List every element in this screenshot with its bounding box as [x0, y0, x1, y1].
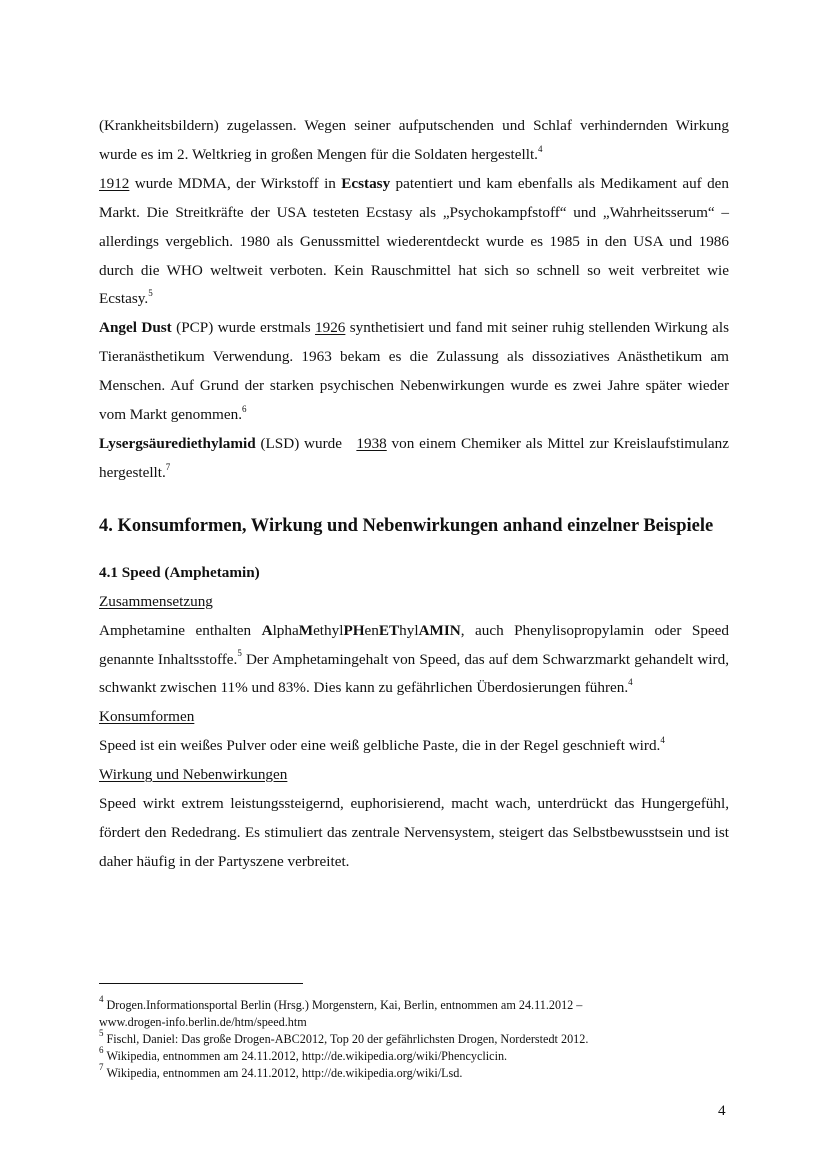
paragraph-wirkung: Speed wirkt extrem leistungssteigernd, euphorisierend, macht wach, unterdrückt das Hungergefühl, fördert den Rededrang. Es stimuliert das zentrale Nervensystem, steigert das Selbstbewusstsein und ist daher häufig in der Partyszene verbreitet. [99, 795, 729, 870]
footnote-6 [99, 1044, 729, 1065]
footnote-number: 6 [99, 1044, 104, 1055]
footnote-ref: 5 [237, 648, 242, 659]
text-run: synthetisiert und fand mit seiner ruhig stellenden Wirkung als Tieranästhetikum Verwendung. 1963 bekam es die Zulassung als dissoziatives Anästhetikum am Menschen. Auf Grund der starken psychischen Nebenwirkungen wurde es zwei Jahre später wieder vom Markt genommen. [99, 319, 729, 424]
subheading-text: Wirkung und Nebenwirkungen [99, 766, 288, 784]
year-1938: 1938 [356, 434, 387, 452]
acronym-part: A [261, 621, 273, 639]
footnote-text: www.drogen-info.berlin.de/htm/speed.htm [99, 1015, 307, 1029]
text-run: (PCP) wurde erstmals [171, 319, 315, 337]
text-run: Amphetamine enthalten [99, 621, 262, 639]
term-angel-dust: Angel Dust [99, 319, 172, 337]
footnote-number: 5 [99, 1027, 104, 1038]
paragraph-stimulant-history [99, 112, 729, 170]
text-run: von einem Chemiker als Mittel zur Kreislaufstimulanz hergestellt. [99, 434, 729, 481]
footnote-text: Drogen.Informationsportal Berlin (Hrsg.) Morgenstern, Kai, Berlin, entnommen am 24.11.2012 – [106, 998, 583, 1012]
footnote-ref: 7 [165, 461, 171, 472]
paragraph-text: (Krankheitsbildern) zugelassen. Wegen seiner aufputschenden und Schlaf verhindernden Wirkung wurde es im 2. Weltkrieg in großen Mengen für die Soldaten hergestellt. [99, 117, 729, 163]
acronym-part: en [364, 621, 379, 639]
term-lsd: Lysergsäurediethylamid [99, 434, 256, 452]
footnote-text: Wikipedia, entnommen am 24.11.2012, http://de.wikipedia.org/wiki/Lsd. [106, 1066, 463, 1080]
footnote-ref: 4 [628, 677, 633, 688]
footnote-number: 4 [99, 993, 104, 1004]
subheading-text: Zusammensetzung [99, 592, 213, 610]
subheading-text: Konsumformen [99, 708, 195, 726]
text-run: (LSD) wurde [255, 434, 347, 452]
page-number: 4 [718, 1102, 726, 1119]
year-1912: 1912 [99, 174, 130, 192]
term-ecstasy: Ecstasy [341, 174, 391, 192]
subheading-zusammensetzung [99, 588, 729, 617]
footnote-4 [99, 993, 729, 1031]
footnote-ref: 4 [537, 143, 543, 154]
subheading-konsumformen [99, 703, 729, 732]
footnotes [99, 993, 729, 1082]
document-body [99, 112, 729, 877]
acronym-part: AMIN [418, 621, 461, 639]
paragraph-zusammensetzung [99, 617, 729, 704]
section-heading-4-1: 4.1 Speed (Amphetamin) [99, 563, 260, 581]
paragraph-konsumformen [99, 732, 729, 761]
acronym-part: hyl [399, 621, 419, 639]
text-run: patentiert und kam ebenfalls als Medikament auf den Markt. Die Streitkräfte der USA testeten Ecstasy als „Psychokampfstoff“ und „Wahrheitsserum“ – allerdings vergeblich. 1980 als Genussmittel wiederentdeckt wurde es 1985 in den USA und 1986 durch die WHO weltweit verboten. Kein Rauschmittel hat sich so schnell so weit verbreitet wie Ecstasy. [99, 174, 730, 308]
acronym-part: PH [343, 621, 365, 639]
acronym-part: M [298, 621, 314, 639]
footnote-separator [99, 983, 303, 984]
acronym-part: lpha [272, 621, 299, 639]
text-run: Der Amphetamingehalt von Speed, das auf dem Schwarzmarkt gehandelt wird, schwankt zwischen 11% und 83%. Dies kann zu gefährlichen Überdosierungen führen. [99, 650, 729, 697]
footnote-ref: 5 [148, 288, 153, 299]
section-heading-4: 4. Konsumformen, Wirkung und Nebenwirkungen anhand einzelner Beispiele [99, 515, 714, 536]
footnote-number: 7 [99, 1061, 104, 1072]
footnote-5 [99, 1027, 729, 1048]
year-1926: 1926 [315, 319, 346, 337]
footnote-text: Wikipedia, entnommen am 24.11.2012, http://de.wikipedia.org/wiki/Phencyclicin. [106, 1049, 508, 1063]
footnote-ref: 4 [660, 735, 665, 746]
acronym-part: ethyl [313, 621, 344, 639]
text-run: , auch Phenylisopropylamin oder Speed genannte Inhaltsstoffe. [99, 621, 730, 668]
footnote-7 [99, 1061, 729, 1082]
footnote-text: Fischl, Daniel: Das große Drogen-ABC2012, Top 20 der gefährlichsten Drogen, Norderstedt 2012. [106, 1032, 589, 1046]
acronym-part: ET [378, 621, 400, 639]
text-run: wurde MDMA, der Wirkstoff in [129, 174, 342, 192]
text-run: Speed ist ein weißes Pulver oder eine weiß gelbliche Paste, die in der Regel geschnieft wird. [99, 737, 661, 755]
footnote-ref: 6 [242, 404, 247, 414]
paragraph-ecstasy [99, 170, 729, 315]
paragraph-lsd [99, 430, 729, 488]
subheading-wirkung [99, 761, 729, 790]
paragraph-angel-dust [99, 314, 729, 430]
